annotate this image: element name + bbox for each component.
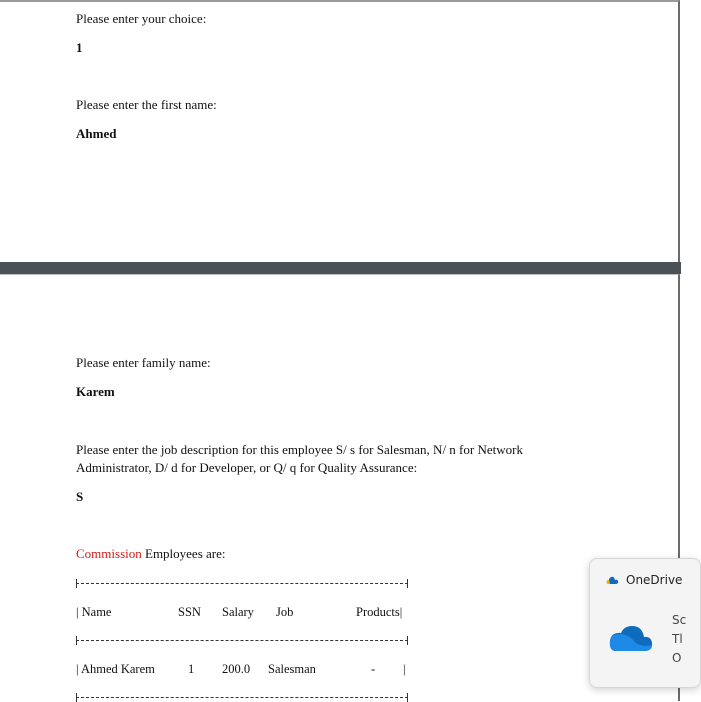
onedrive-cloud-icon: [606, 619, 654, 653]
cell-ssn: 1: [188, 662, 195, 676]
commission-word: Commission: [76, 546, 142, 561]
prompt-job-line1: Please enter the job description for this employee S/ s for Salesman, N/ n for Network: [76, 442, 523, 457]
page-gap: [0, 262, 681, 274]
header-salary: Salary: [222, 605, 254, 619]
onedrive-notification[interactable]: [589, 558, 701, 688]
notification-header: [606, 573, 682, 587]
onedrive-app-name: OneDrive: [626, 573, 683, 587]
prompt-first-name: Please enter the first name:: [76, 97, 217, 112]
cell-products: -: [371, 662, 376, 676]
header-products: Products|: [356, 605, 403, 619]
choice-value: 1: [76, 40, 83, 55]
prompt-family-name: Please enter family name:: [76, 355, 211, 370]
cell-job: Salesman: [268, 662, 316, 676]
notification-text-line: Tl: [672, 632, 683, 646]
header-name: | Name: [76, 605, 112, 619]
prompt-job-line2: Administrator, D/ d for Developer, or Q/ q for Quality Assurance:: [76, 460, 418, 475]
header-job: Job: [276, 605, 294, 619]
commission-heading: [76, 546, 226, 562]
family-name-value: Karem: [76, 384, 115, 399]
table-border-bottom: [76, 693, 408, 702]
first-name-value: Ahmed: [76, 126, 117, 141]
onedrive-small-icon: [606, 575, 620, 585]
job-value: S: [76, 489, 84, 504]
cell-border: |: [403, 662, 406, 676]
cell-name: | Ahmed Karem: [76, 662, 155, 676]
header-ssn: SSN: [178, 605, 201, 619]
table-border-middle: [76, 636, 408, 645]
cell-salary: 200.0: [222, 662, 251, 676]
commission-rest: Employees are:: [141, 546, 226, 561]
notification-text-line: O: [672, 651, 682, 665]
prompt-choice: Please enter your choice:: [76, 11, 207, 26]
table-border-top: [76, 579, 408, 588]
notification-text-line: Sc: [672, 613, 687, 627]
